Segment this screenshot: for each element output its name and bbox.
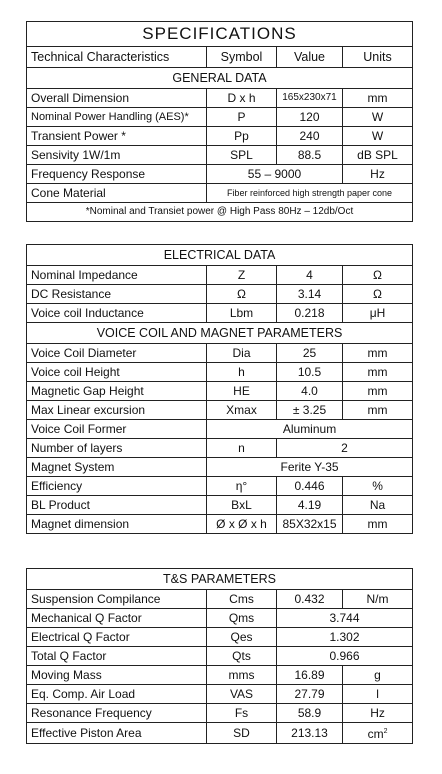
electrical-data-title: ELECTRICAL DATA <box>27 245 413 266</box>
row-name: Total Q Factor <box>27 647 207 666</box>
row-symbol: VAS <box>207 685 277 704</box>
table-row <box>27 108 413 127</box>
table-row <box>27 609 413 628</box>
row-symbol: Lbm <box>207 304 277 323</box>
row-name: Suspension Compilance <box>27 590 207 609</box>
row-name: Voice coil Inductance <box>27 304 207 323</box>
unit-exponent: 2 <box>383 728 388 735</box>
table-row <box>27 401 413 420</box>
table-row <box>27 458 413 477</box>
row-unit: mm <box>343 401 413 420</box>
table-row <box>27 285 413 304</box>
row-name: BL Product <box>27 496 207 515</box>
table-row <box>27 89 413 108</box>
table-row <box>27 704 413 723</box>
row-name: Transient Power * <box>27 127 207 146</box>
row-name: Efficiency <box>27 477 207 496</box>
row-unit: N/m <box>343 590 413 609</box>
table-row <box>27 382 413 401</box>
row-value: 3.744 <box>277 609 413 628</box>
specifications-title: SPECIFICATIONS <box>27 22 413 47</box>
voice-coil-title: VOICE COIL AND MAGNET PARAMETERS <box>27 323 413 344</box>
row-name: Voice Coil Former <box>27 420 207 439</box>
table-row <box>27 496 413 515</box>
row-unit: Na <box>343 496 413 515</box>
row-value: 4 <box>277 266 343 285</box>
row-unit: l <box>343 685 413 704</box>
row-value: 2 <box>277 439 413 458</box>
header-symbol: Symbol <box>207 47 277 68</box>
row-unit: mm <box>343 344 413 363</box>
table-row <box>27 266 413 285</box>
row-name: Magnet dimension <box>27 515 207 534</box>
row-value: 4.0 <box>277 382 343 401</box>
row-symbol: Fs <box>207 704 277 723</box>
table-row <box>27 344 413 363</box>
row-symbol: Qts <box>207 647 277 666</box>
row-symbol: Xmax <box>207 401 277 420</box>
row-value: ± 3.25 <box>277 401 343 420</box>
row-name: Effective Piston Area <box>27 723 207 744</box>
table-row <box>27 165 413 184</box>
table-row <box>27 477 413 496</box>
table-row <box>27 146 413 165</box>
row-symbol: Dia <box>207 344 277 363</box>
row-value: 0.966 <box>277 647 413 666</box>
row-value: 120 <box>277 108 343 127</box>
row-name: Sensivity 1W/1m <box>27 146 207 165</box>
row-name: Voice Coil Diameter <box>27 344 207 363</box>
row-value: 85X32x15 <box>277 515 343 534</box>
row-name: Cone Material <box>27 184 207 203</box>
table-row <box>27 363 413 382</box>
row-value: 88.5 <box>277 146 343 165</box>
row-value: 240 <box>277 127 343 146</box>
header-value: Value <box>277 47 343 68</box>
row-value: 3.14 <box>277 285 343 304</box>
row-unit: Ω <box>343 285 413 304</box>
row-value: Fiber reinforced high strength paper cone <box>207 184 413 203</box>
row-symbol: h <box>207 363 277 382</box>
row-unit: Ω <box>343 266 413 285</box>
row-unit: μH <box>343 304 413 323</box>
row-symbol: mms <box>207 666 277 685</box>
row-unit: W <box>343 108 413 127</box>
row-unit-cell <box>343 723 413 744</box>
row-unit: Hz <box>343 165 413 184</box>
row-unit: mm <box>343 89 413 108</box>
row-name: Magnetic Gap Height <box>27 382 207 401</box>
table-row <box>27 647 413 666</box>
row-name: Overall Dimension <box>27 89 207 108</box>
row-value: 27.79 <box>277 685 343 704</box>
power-note: *Nominal and Transiet power @ High Pass 80Hz – 12db/Oct <box>27 203 413 222</box>
row-name: Max Linear excursion <box>27 401 207 420</box>
row-symbol: D x h <box>207 89 277 108</box>
row-symbol: HE <box>207 382 277 401</box>
row-value: 213.13 <box>277 723 343 744</box>
row-symbol: Qms <box>207 609 277 628</box>
row-value: 4.19 <box>277 496 343 515</box>
electrical-table <box>26 244 413 534</box>
row-name: Magnet System <box>27 458 207 477</box>
row-value: Aluminum <box>207 420 413 439</box>
row-value: 0.432 <box>277 590 343 609</box>
row-symbol: SPL <box>207 146 277 165</box>
row-value: Ferite Y-35 <box>207 458 413 477</box>
row-symbol: P <box>207 108 277 127</box>
row-value: 1.302 <box>277 628 413 647</box>
table-row <box>27 515 413 534</box>
row-name: Electrical Q Factor <box>27 628 207 647</box>
row-value: 16.89 <box>277 666 343 685</box>
row-value: 58.9 <box>277 704 343 723</box>
ts-parameters-title: T&S PARAMETERS <box>27 569 413 590</box>
header-units: Units <box>343 47 413 68</box>
table-row <box>27 723 413 744</box>
table-row <box>27 628 413 647</box>
row-value: 165x230x71 <box>277 89 343 108</box>
row-unit: mm <box>343 363 413 382</box>
row-symbol: SD <box>207 723 277 744</box>
row-unit: % <box>343 477 413 496</box>
row-value: 55 – 9000 <box>207 165 343 184</box>
specifications-table <box>26 21 413 222</box>
row-unit: mm <box>343 382 413 401</box>
row-symbol: Cms <box>207 590 277 609</box>
table-row <box>27 304 413 323</box>
row-name: Moving Mass <box>27 666 207 685</box>
ts-parameters-table <box>26 568 413 744</box>
row-unit: dB SPL <box>343 146 413 165</box>
row-name: Nominal Power Handling (AES)* <box>27 108 207 127</box>
row-unit: W <box>343 127 413 146</box>
row-value: 10.5 <box>277 363 343 382</box>
row-name: Nominal Impedance <box>27 266 207 285</box>
table-row <box>27 127 413 146</box>
row-symbol: Pp <box>207 127 277 146</box>
row-unit: Hz <box>343 704 413 723</box>
table-row <box>27 420 413 439</box>
table-row <box>27 685 413 704</box>
row-symbol: n <box>207 439 277 458</box>
row-name: Eq. Comp. Air Load <box>27 685 207 704</box>
row-value: 0.446 <box>277 477 343 496</box>
row-name: Frequency Response <box>27 165 207 184</box>
row-symbol: Ω <box>207 285 277 304</box>
table-row <box>27 666 413 685</box>
header-characteristics: Technical Characteristics <box>27 47 207 68</box>
table-row <box>27 184 413 203</box>
table-row <box>27 590 413 609</box>
general-data-title: GENERAL DATA <box>27 68 413 89</box>
row-unit: g <box>343 666 413 685</box>
row-name: Mechanical Q Factor <box>27 609 207 628</box>
row-name: Number of layers <box>27 439 207 458</box>
row-symbol: Z <box>207 266 277 285</box>
row-symbol: η° <box>207 477 277 496</box>
row-value: 25 <box>277 344 343 363</box>
row-symbol: Ø x Ø x h <box>207 515 277 534</box>
row-value: 0.218 <box>277 304 343 323</box>
row-name: Resonance Frequency <box>27 704 207 723</box>
row-unit: mm <box>343 515 413 534</box>
row-symbol: Qes <box>207 628 277 647</box>
row-name: DC Resistance <box>27 285 207 304</box>
row-unit: cm <box>367 727 384 741</box>
row-name: Voice coil Height <box>27 363 207 382</box>
row-symbol: BxL <box>207 496 277 515</box>
table-row <box>27 439 413 458</box>
